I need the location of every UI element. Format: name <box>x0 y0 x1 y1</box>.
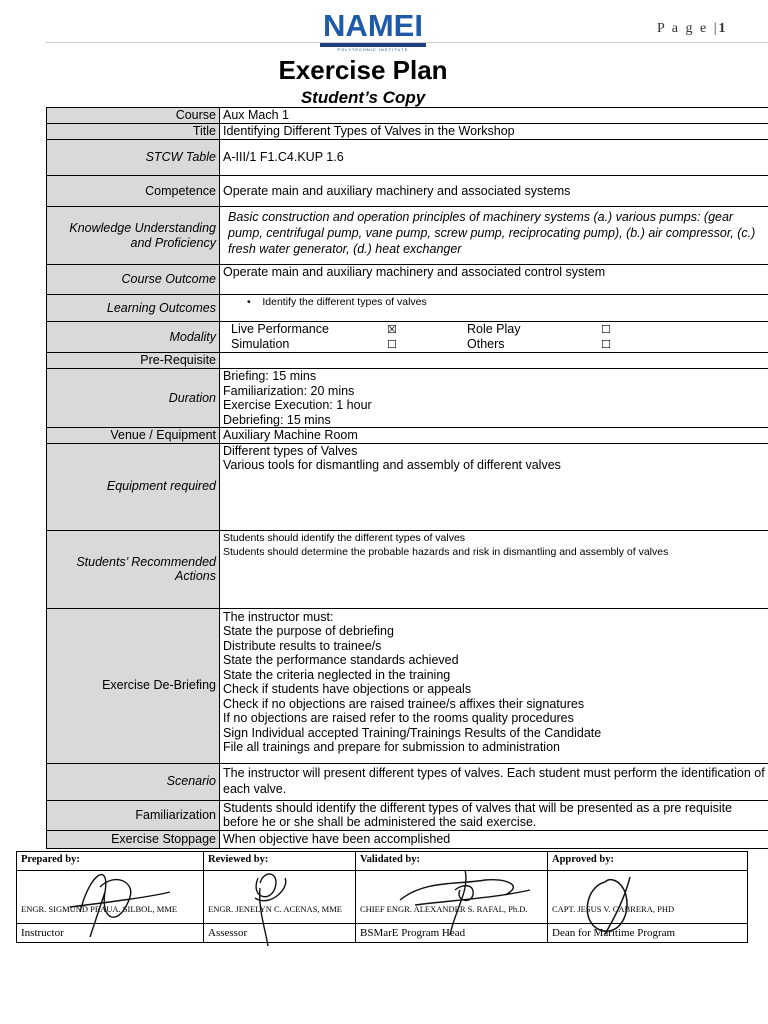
familiarization-text: Students should identify the different types of valves that will be presented as a pre requisite before he or she shall be administered the said exercise. <box>223 800 733 829</box>
signatory-names <box>17 871 748 924</box>
page-label: P a g e | <box>657 21 719 36</box>
value-equipment <box>220 443 768 530</box>
label-duration: Duration <box>47 369 220 428</box>
value-scenario <box>220 763 768 800</box>
value-prereq <box>220 353 768 369</box>
debriefing-line: Check if students have objections or appeals <box>223 682 472 696</box>
row-debriefing <box>47 608 768 763</box>
action-line: Students should determine the probable hazards and risk in dismantling and assembly of valves <box>223 546 669 558</box>
signatory-roles <box>17 924 748 943</box>
reviewed-by-name: ENGR. JENELYN C. ACENAS, MME <box>208 904 342 914</box>
label-scenario: Scenario <box>47 763 220 800</box>
prepared-by-heading: Prepared by: <box>17 852 204 871</box>
row-knowledge <box>47 207 768 265</box>
label-title: Title <box>47 124 220 140</box>
value-course-outcome: Operate main and auxiliary machinery and associated control system <box>220 265 768 295</box>
signatory-headings <box>17 852 748 871</box>
value-learning-outcomes <box>220 295 768 322</box>
approved-by-heading: Approved by: <box>548 852 748 871</box>
debriefing-line: If no objections are raised refer to the rooms quality procedures <box>223 711 574 725</box>
reviewed-by-heading: Reviewed by: <box>204 852 356 871</box>
knowledge-text: Basic construction and operation principles of machinery systems (a.) various pumps: (gear pump, centrifugal pump, vane pump, screw pump, reciprocating pump), (b.) air compressor, (c.) fresh water generator, (d.) heat exchanger <box>228 210 756 256</box>
value-venue: Auxiliary Machine Room <box>220 428 768 444</box>
prepared-by-name-cell <box>17 871 204 924</box>
document-subtitle: Student’s Copy <box>300 88 426 107</box>
duration-line: Familiarization: 20 mins <box>223 383 355 398</box>
row-course-outcome <box>47 265 768 295</box>
value-title: Identifying Different Types of Valves in the Workshop <box>220 124 768 140</box>
row-prereq <box>47 353 768 369</box>
value-actions <box>220 530 768 608</box>
label-debriefing: Exercise De-Briefing <box>47 608 220 763</box>
page-number-value: 1 <box>718 21 726 36</box>
label-stcw: STCW Table <box>47 140 220 176</box>
row-competence <box>47 176 768 207</box>
approved-by-name-cell <box>548 871 748 924</box>
signatories-table <box>16 851 748 943</box>
equipment-line: Various tools for dismantling and assembly of different valves <box>223 458 561 472</box>
modality-others-checkbox[interactable]: ☐ <box>601 338 611 351</box>
value-competence: Operate main and auxiliary machinery and associated systems <box>220 176 768 207</box>
equipment-line: Different types of Valves <box>223 443 358 458</box>
action-line: Students should identify the different types of valves <box>223 531 466 544</box>
label-familiarization: Familiarization <box>47 800 220 830</box>
value-course: Aux Mach 1 <box>220 108 768 124</box>
approved-by-role: Dean for Maritime Program <box>548 924 748 943</box>
value-stcw: A-III/1 F1.C4.KUP 1.6 <box>220 140 768 176</box>
label-stoppage: Exercise Stoppage <box>47 830 220 848</box>
debriefing-line: Distribute results to trainee/s <box>223 638 382 653</box>
modality-options <box>223 322 765 352</box>
modality-role-checkbox[interactable]: ☐ <box>601 323 611 336</box>
debriefing-line: The instructor must: <box>223 609 334 624</box>
validated-by-heading: Validated by: <box>356 852 548 871</box>
row-scenario <box>47 763 768 800</box>
scenario-text: The instructor will present different types of valves. Each student must perform the identification of each valve. <box>223 765 765 796</box>
exercise-plan-table <box>46 107 768 849</box>
logo-text: NAMEI <box>323 8 423 43</box>
debriefing-line: File all trainings and prepare for submission to administration <box>223 740 560 754</box>
label-equipment: Equipment required <box>47 443 220 530</box>
namei-logo <box>320 10 426 52</box>
debriefing-line: Check if no objections are raised trainee/s affixes their signatures <box>223 696 585 711</box>
row-actions <box>47 530 768 608</box>
debriefing-line: State the performance standards achieved <box>223 653 459 667</box>
row-stcw <box>47 140 768 176</box>
validated-by-name-cell <box>356 871 548 924</box>
label-learning-outcomes: Learning Outcomes <box>47 295 220 322</box>
row-course <box>47 108 768 124</box>
approved-by-name: CAPT. JESUS V. CABRERA, PHD <box>552 904 675 914</box>
label-competence: Competence <box>47 176 220 207</box>
row-familiarization <box>47 800 768 830</box>
learning-outcome-text: Identify the different types of valves <box>262 296 427 308</box>
label-modality: Modality <box>47 322 220 353</box>
value-stoppage: When objective have been accomplished <box>220 830 768 848</box>
row-learning-outcomes <box>47 295 768 322</box>
page-number <box>657 21 726 37</box>
logo-subtext: POLYTECHNIC INSTITUTE <box>337 47 409 52</box>
debriefing-line: State the purpose of debriefing <box>223 624 394 638</box>
value-familiarization <box>220 800 768 830</box>
learning-outcome-item <box>223 295 765 310</box>
modality-sim-label: Simulation <box>231 337 290 351</box>
row-modality <box>47 322 768 353</box>
modality-sim-checkbox[interactable]: ☐ <box>387 338 397 351</box>
row-venue <box>47 428 768 444</box>
bullet-glyph: • <box>247 296 251 308</box>
duration-line: Exercise Execution: 1 hour <box>223 398 372 412</box>
value-modality <box>220 322 768 353</box>
value-duration <box>220 369 768 428</box>
document-title: Exercise Plan <box>278 55 448 85</box>
duration-line: Briefing: 15 mins <box>223 369 317 383</box>
label-actions: Students’ Recommended Actions <box>47 530 220 608</box>
modality-role-label: Role Play <box>467 322 521 336</box>
value-debriefing <box>220 608 768 763</box>
debriefing-line: State the criteria neglected in the training <box>223 667 451 682</box>
modality-live-checkbox[interactable]: ☒ <box>387 323 397 336</box>
label-knowledge: Knowledge Understanding and Proficiency <box>47 207 220 265</box>
prepared-by-role: Instructor <box>17 924 204 943</box>
row-equipment <box>47 443 768 530</box>
validated-by-name: CHIEF ENGR. ALEXANDER S. RAFAL, Ph.D. <box>360 904 528 914</box>
label-prereq: Pre-Requisite <box>47 353 220 369</box>
reviewed-by-name-cell <box>204 871 356 924</box>
label-course-outcome: Course Outcome <box>47 265 220 295</box>
reviewed-by-role: Assessor <box>204 924 356 943</box>
modality-live-label: Live Performance <box>231 322 329 336</box>
duration-line: Debriefing: 15 mins <box>223 412 331 427</box>
row-stoppage <box>47 830 768 848</box>
header-divider <box>46 42 768 43</box>
modality-others-label: Others <box>467 337 505 351</box>
value-knowledge <box>220 207 768 265</box>
label-venue: Venue / Equipment <box>47 428 220 444</box>
row-title <box>47 124 768 140</box>
validated-by-role: BSMarE Program Head <box>356 924 548 943</box>
label-course: Course <box>47 108 220 124</box>
debriefing-line: Sign Individual accepted Training/Trainings Results of the Candidate <box>223 725 602 740</box>
row-duration <box>47 369 768 428</box>
prepared-by-name: ENGR. SIGMUND PEAUA. SILBOL, MME <box>21 904 178 914</box>
